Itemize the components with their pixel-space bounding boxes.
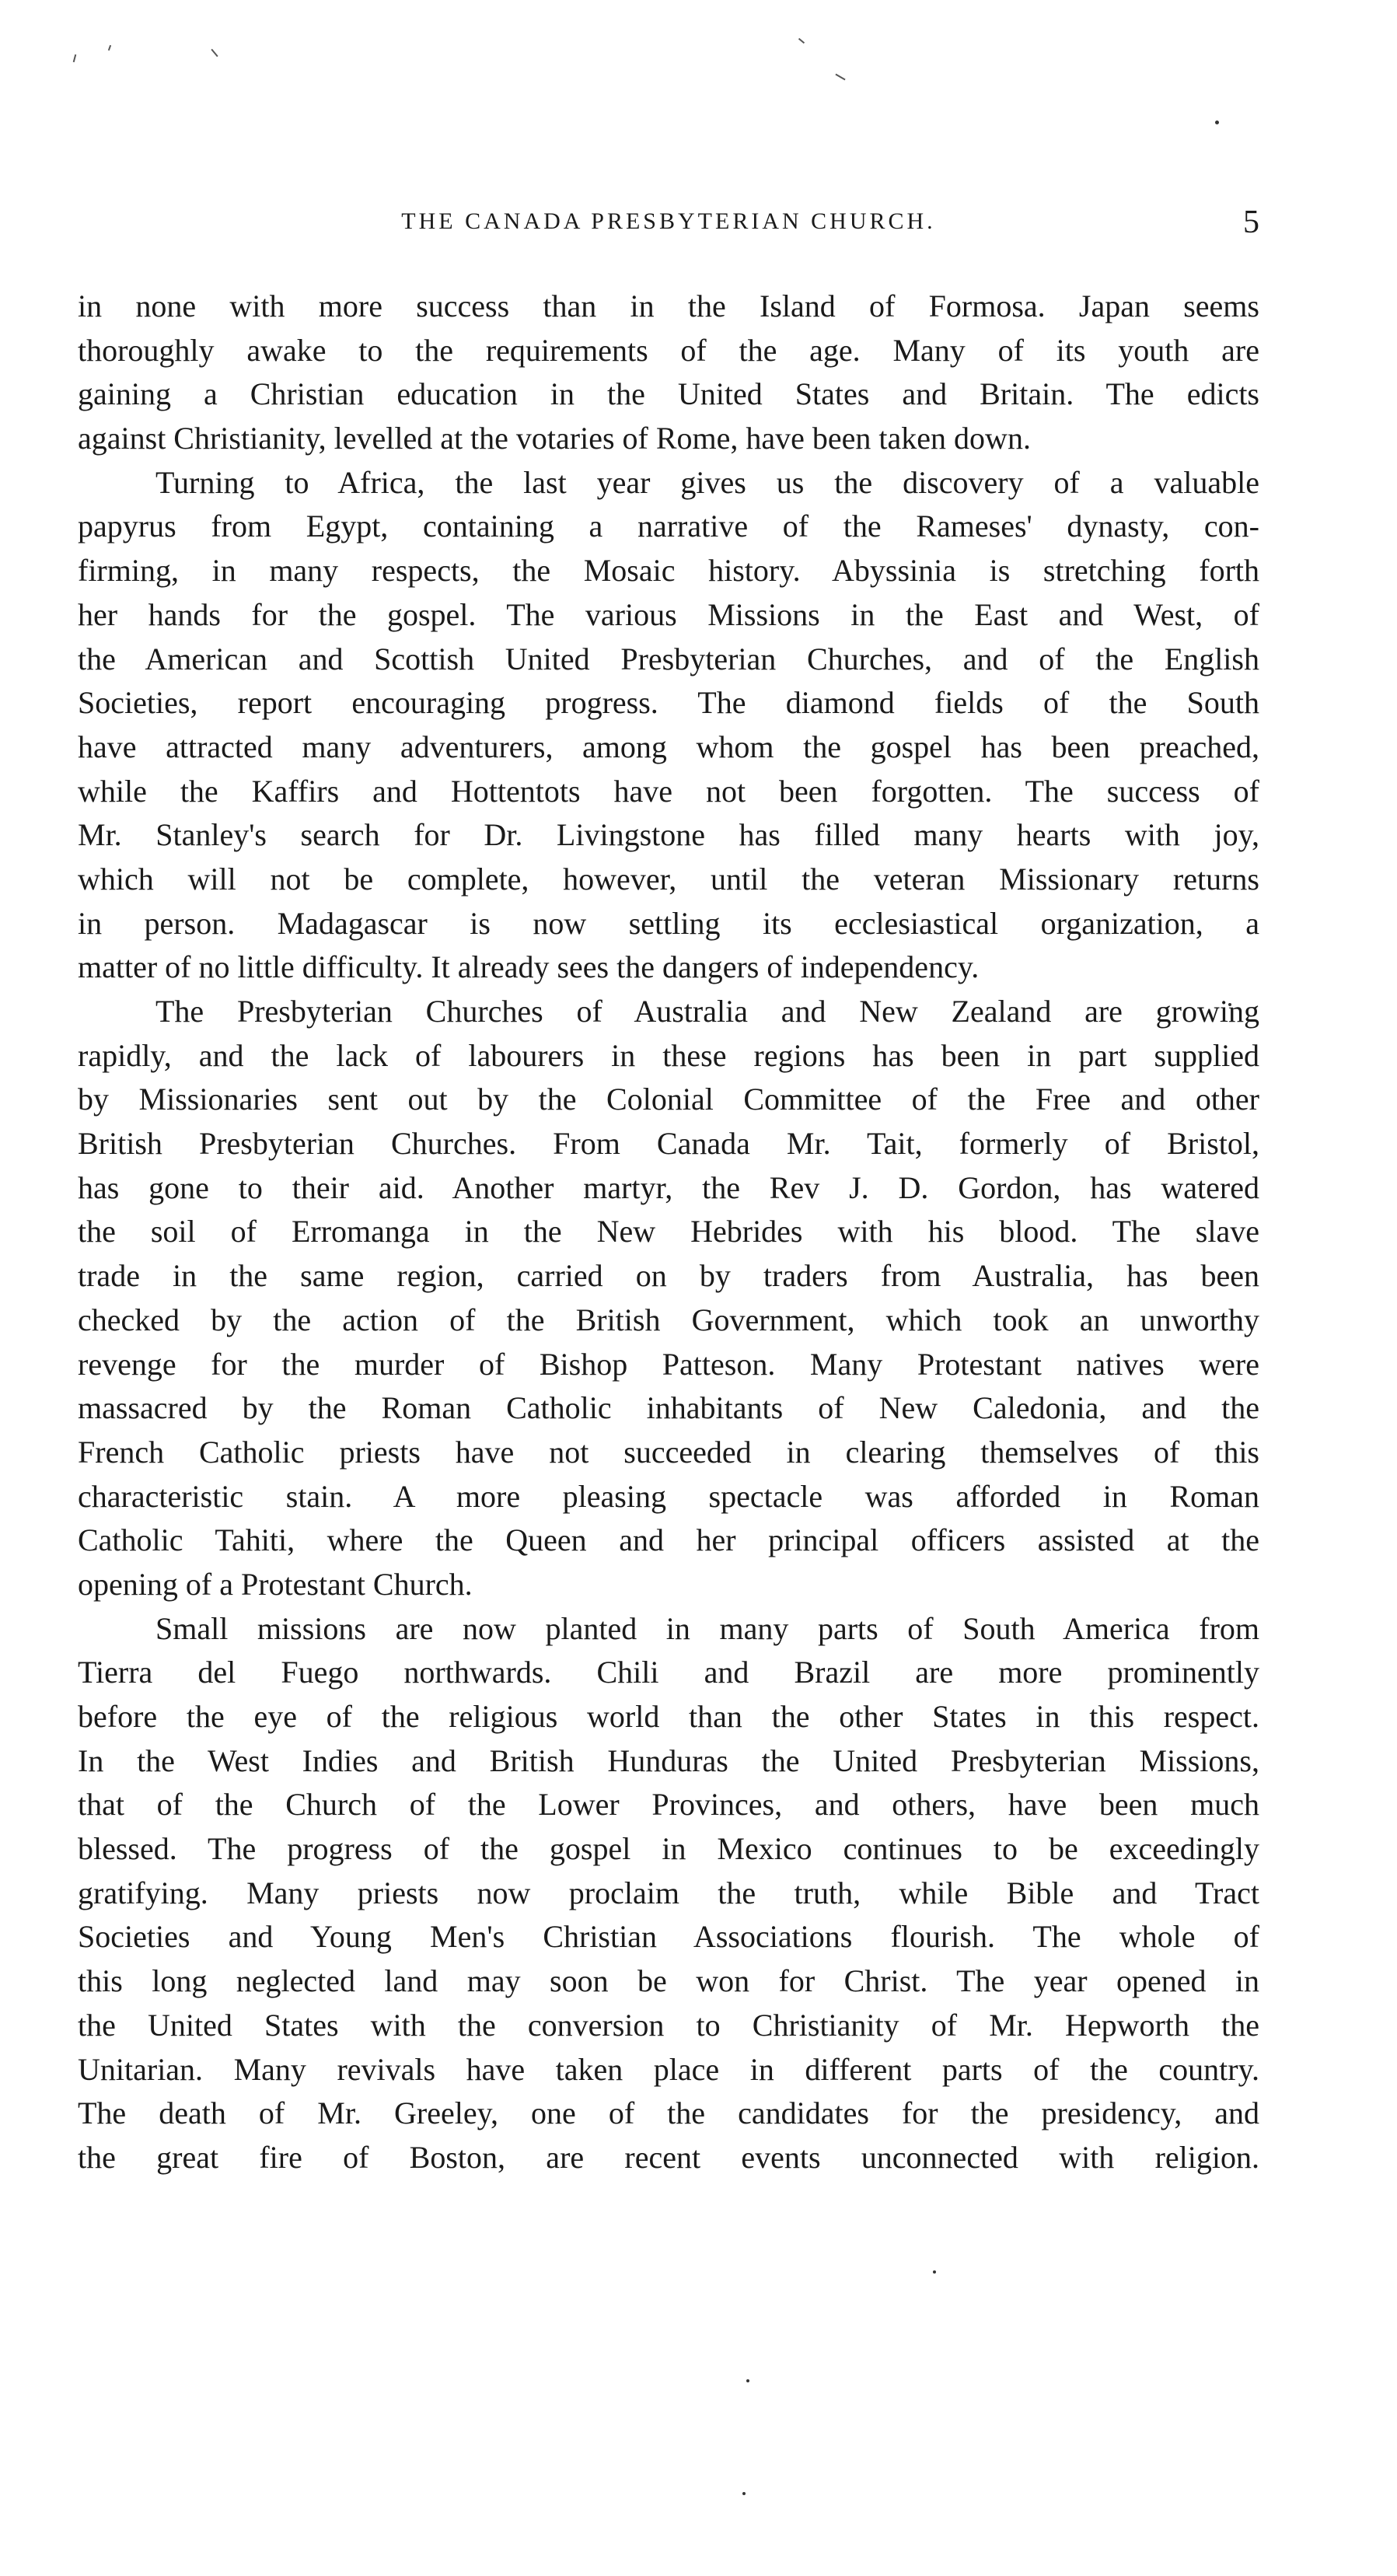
text-line: in person. Madagascar is now settling its ecclesiastical organization, a (78, 905, 1259, 941)
page-number: 5 (1243, 204, 1259, 240)
text-line: Societies and Young Men's Christian Associations flourish. The whole of (78, 1919, 1259, 1955)
text-line: which will not be complete, however, until the veteran Missionary returns (78, 861, 1259, 897)
text-line: trade in the same region, carried on by traders from Australia, has been (78, 1258, 1259, 1294)
text-line: gratifying. Many priests now proclaim the truth, while Bible and Tract (78, 1875, 1259, 1910)
text-line: thoroughly awake to the requirements of the age. Many of its youth are (78, 332, 1259, 368)
page-header (78, 204, 1259, 255)
running-title: THE CANADA PRESBYTERIAN CHURCH. (401, 208, 936, 234)
text-line: opening of a Protestant Church. (78, 1566, 473, 1602)
text-line: while the Kaffirs and Hottentots have not been forgotten. The success of (78, 773, 1259, 809)
text-line: have attracted many adventurers, among whom the gospel has been preached, (78, 729, 1259, 764)
text-line: British Presbyterian Churches. From Canada Mr. Tait, formerly of Bristol, (78, 1126, 1259, 1162)
text-line: that of the Church of the Lower Provinces, and others, have been much (78, 1787, 1259, 1823)
text-line: massacred by the Roman Catholic inhabitants of New Caledonia, and the (78, 1390, 1259, 1426)
text-line: has gone to their aid. Another martyr, the Rev J. D. Gordon, has watered (78, 1169, 1259, 1205)
text-line: checked by the action of the British Government, which took an unworthy (78, 1302, 1259, 1337)
text-line: In the West Indies and British Hunduras the United Presbyterian Missions, (78, 1742, 1259, 1778)
text-line: this long neglected land may soon be won for Christ. The year opened in (78, 1963, 1259, 1999)
text-line: Small missions are now planted in many parts of South America from (155, 1610, 1259, 1646)
text-line: The Presbyterian Churches of Australia and New Zealand are growing (155, 994, 1259, 1029)
text-line: by Missionaries sent out by the Colonial Committee of the Free and other (78, 1082, 1259, 1117)
text-line: rapidly, and the lack of labourers in these regions has been in part supplied (78, 1037, 1259, 1073)
text-line: her hands for the gospel. The various Missions in the East and West, of (78, 596, 1259, 632)
scan-speck (108, 45, 111, 51)
text-line: in none with more success than in the Island of Formosa. Japan seems (78, 288, 1259, 323)
scan-speck (746, 2379, 749, 2382)
text-line: before the eye of the religious world than the other States in this respect. (78, 1699, 1259, 1734)
text-line: the United States with the conversion to Christianity of Mr. Hepworth the (78, 2007, 1259, 2043)
text-line: against Christianity, levelled at the votaries of Rome, have been taken down. (78, 421, 1031, 456)
text-line: Tierra del Fuego northwards. Chili and Brazil are more prominently (78, 1655, 1259, 1690)
text-line: Catholic Tahiti, where the Queen and her principal officers assisted at the (78, 1522, 1259, 1558)
text-line: revenge for the murder of Bishop Patteson. Many Protestant natives were (78, 1346, 1259, 1382)
scan-speck (933, 2270, 936, 2274)
body-text (78, 285, 1259, 2180)
text-line: gaining a Christian education in the United States and Britain. The edicts (78, 376, 1259, 412)
scan-speck (1215, 121, 1219, 124)
text-line: characteristic stain. A more pleasing spectacle was afforded in Roman (78, 1478, 1259, 1514)
text-line: Mr. Stanley's search for Dr. Livingstone has filled many hearts with joy, (78, 817, 1259, 853)
scan-speck (73, 54, 77, 62)
scan-speck (798, 38, 805, 44)
text-line: the American and Scottish United Presbyterian Churches, and of the English (78, 641, 1259, 676)
text-line: Turning to Africa, the last year gives us the discovery of a valuable (155, 464, 1259, 500)
text-line: Unitarian. Many revivals have taken place in different parts of the country. (78, 2051, 1259, 2087)
scan-speck (211, 49, 218, 57)
text-line: firming, in many respects, the Mosaic history. Abyssinia is stretching forth (78, 553, 1259, 589)
text-line: papyrus from Egypt, containing a narrative of the Rameses' dynasty, con- (78, 509, 1259, 544)
text-line: Societies, report encouraging progress. The diamond fields of the South (78, 685, 1259, 721)
text-line: matter of no little difficulty. It already sees the dangers of independency. (78, 949, 980, 985)
scan-speck (835, 74, 845, 81)
text-line: French Catholic priests have not succeeded in clearing themselves of this (78, 1434, 1259, 1470)
text-line: The death of Mr. Greeley, one of the candidates for the presidency, and (78, 2095, 1259, 2131)
text-line: the great fire of Boston, are recent events unconnected with religion. (78, 2139, 1259, 2175)
text-line: the soil of Erromanga in the New Hebrides with his blood. The slave (78, 1214, 1259, 1250)
text-line: blessed. The progress of the gospel in Mexico continues to be exceedingly (78, 1831, 1259, 1867)
scan-speck (742, 2492, 746, 2495)
